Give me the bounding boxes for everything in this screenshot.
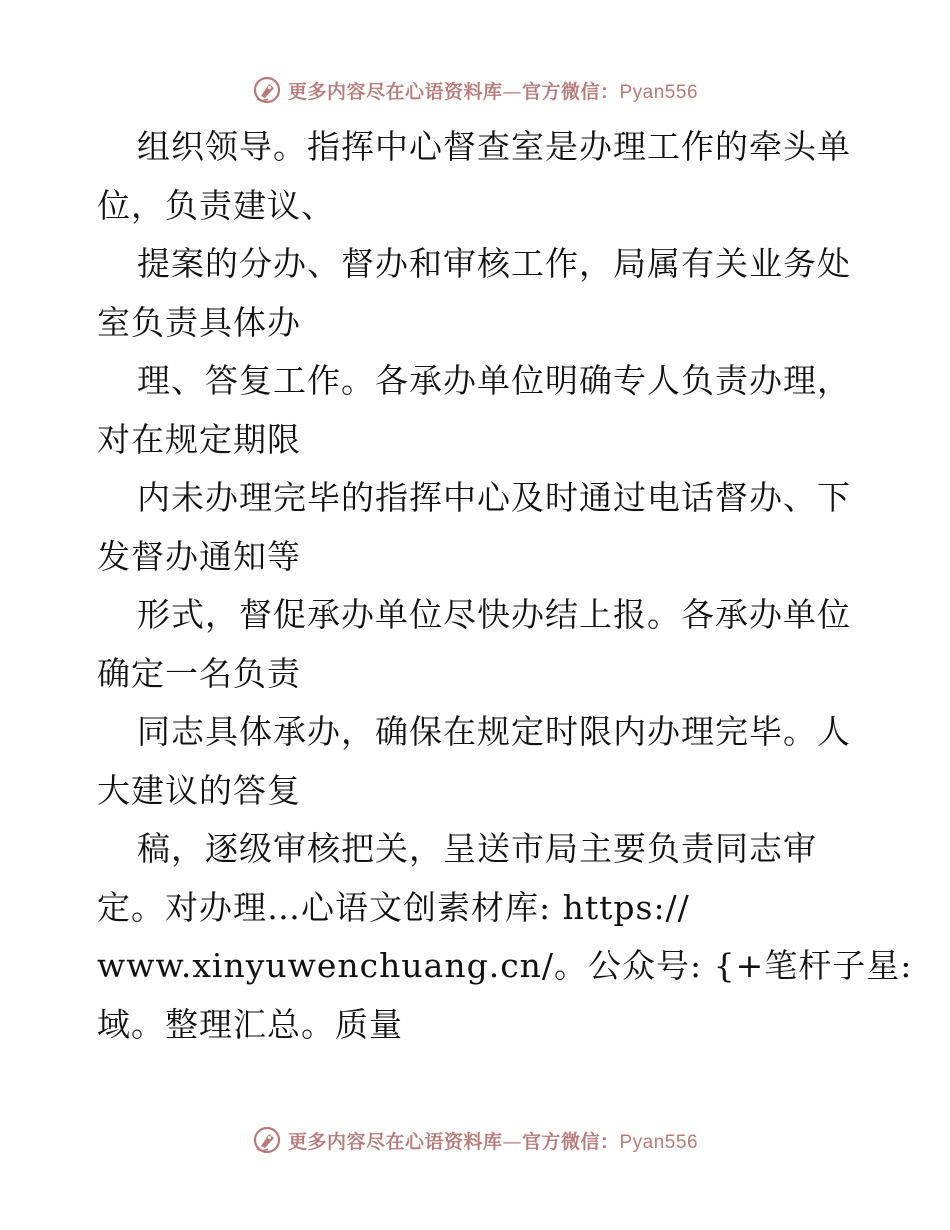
header-banner-title: 更多内容尽在心语资料库	[287, 80, 503, 103]
pen-nib-logo-icon	[252, 1125, 282, 1155]
header-banner-text	[288, 77, 698, 104]
header-banner-separator: —	[502, 80, 522, 103]
body-line: 提案的分办、督办和审核工作，局属有关业务处	[137, 244, 851, 283]
body-line: 理、答复工作。各承办单位明确专人负责办理，	[137, 361, 851, 400]
footer-banner	[0, 1120, 950, 1160]
body-line: 位，负责建议、	[97, 185, 335, 225]
footer-banner-text	[288, 1127, 698, 1154]
header-banner-contact: 官方微信：	[521, 80, 620, 103]
footer-banner-separator: —	[502, 1130, 522, 1153]
body-line: 发督办通知等	[97, 536, 301, 576]
header-banner	[0, 70, 950, 110]
body-line: 确定一名负责	[97, 653, 301, 693]
body-line: 定。对办理…心语文创素材库: https://	[97, 887, 690, 927]
document-body	[97, 118, 913, 1054]
footer-banner-title: 更多内容尽在心语资料库	[287, 1130, 503, 1153]
footer-banner-id: Pyan556	[619, 1131, 699, 1153]
body-line: 大建议的答复	[97, 770, 301, 810]
pen-nib-logo-icon	[252, 75, 282, 105]
body-line: 形式，督促承办单位尽快办结上报。各承办单位	[137, 595, 851, 634]
body-line: 同志具体承办，确保在规定时限内办理完毕。人	[137, 712, 851, 751]
body-line: 内未办理完毕的指挥中心及时通过电话督办、下	[137, 478, 851, 517]
body-line: www.xinyuwenchuang.cn/。公众号: {+笔杆子星:	[97, 946, 913, 985]
body-line: 对在规定期限	[97, 419, 301, 459]
footer-banner-contact: 官方微信：	[521, 1130, 620, 1153]
header-banner-id: Pyan556	[619, 81, 699, 103]
body-line: 稿，逐级审核把关，呈送市局主要负责同志审	[137, 829, 817, 868]
body-line: 域。整理汇总。质量	[97, 1004, 403, 1044]
body-line: 组织领导。指挥中心督查室是办理工作的牵头单	[137, 127, 851, 166]
body-line: 室负责具体办	[97, 302, 301, 342]
